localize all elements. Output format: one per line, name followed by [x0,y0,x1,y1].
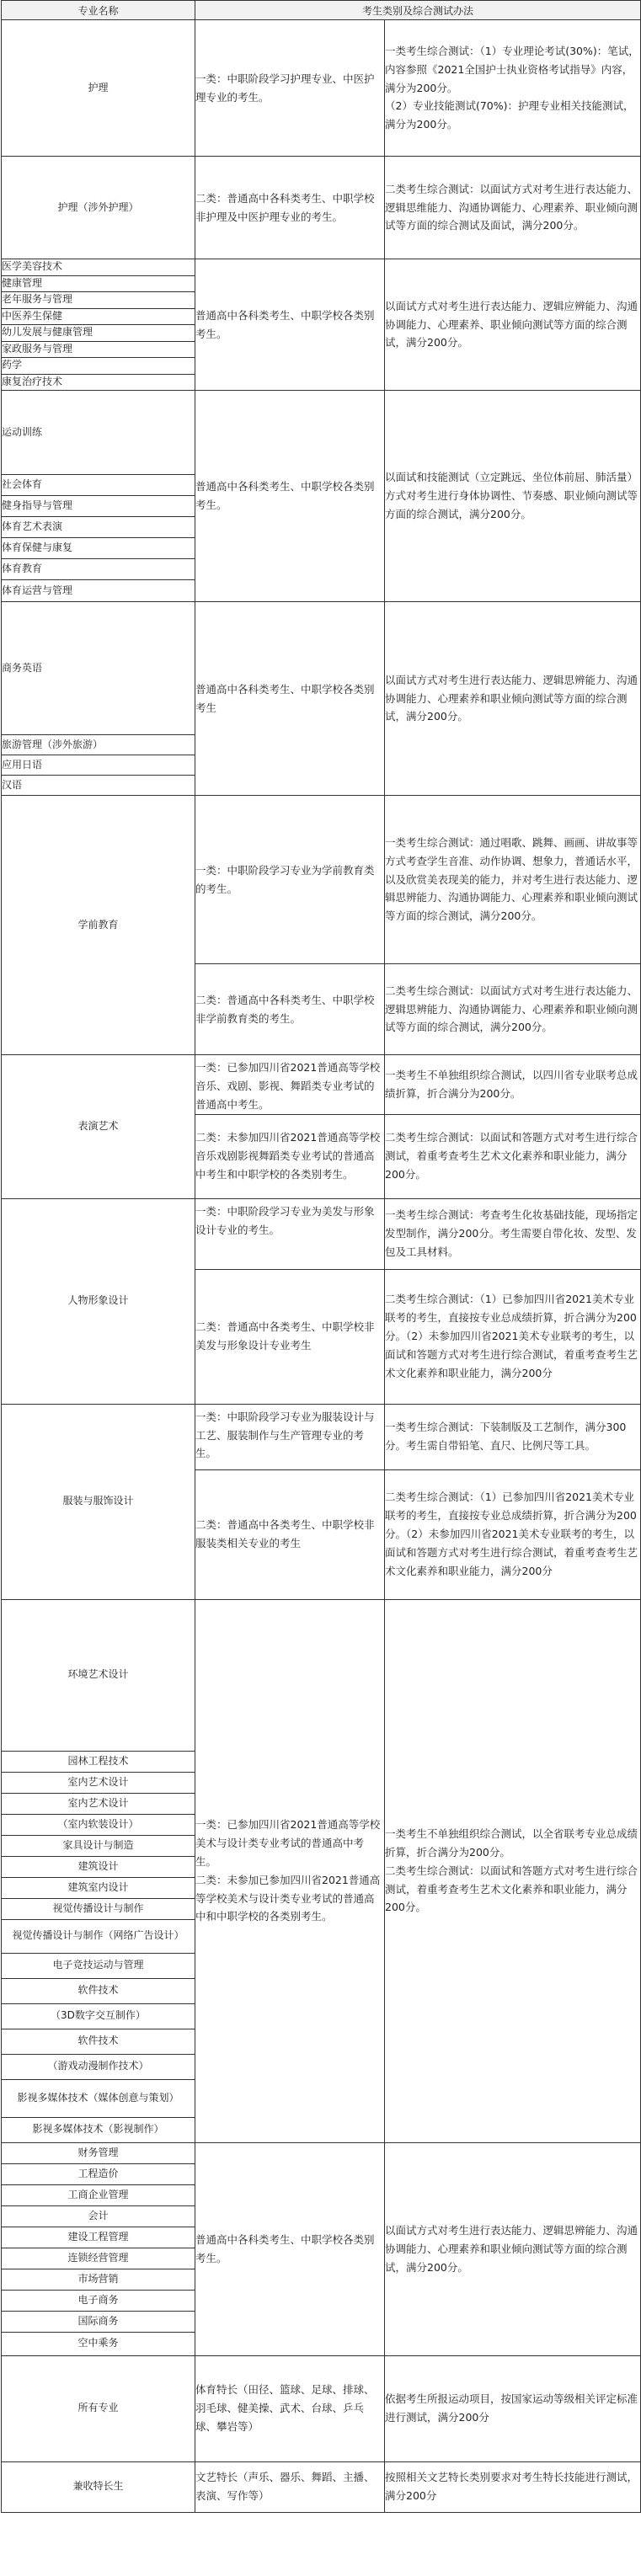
major-item: 幼儿发展与健康管理 [2,325,195,342]
category-art [195,1599,385,2142]
major-item: 旅游管理（涉外旅游） [2,735,195,755]
test-nursing-2: 二类考生综合测试：以面试方式对考生进行表达能力、逻辑思维能力、沟通协调能力、心理素养、职业倾向测试等方面的综合测试及面试，满分200分。 [385,157,641,259]
category-image-2: 二类：普通高中各类考生、中职学校非美发与形象设计专业考生 [195,1269,385,1404]
test-fashion-1: 一类考生综合测试：下装制版及工艺制作，满分300分。考生需自带铅笔、直尺、比例尺等工具。 [385,1404,641,1469]
category-image-1: 一类：中职阶段学习专业为美发与形象设计专业的考生。 [195,1198,385,1269]
major-talent: 兼收特长生 [2,2461,195,2512]
major-item: 康复治疗技术 [2,374,195,391]
test-business: 以面试方式对考生进行表达能力、逻辑思辨能力、沟通协调能力、心理素养和职业倾向测试等方面的综合测试，满分200分。 [385,2142,641,2355]
major-item: （室内软装设计） [2,1814,195,1835]
major-item: 中医养生保健 [2,308,195,325]
test-image-2: 二类考生综合测试：（1）已参加四川省2021美术专业联考的考生，直接按专业总成绩折算，折合满分为200分。（2）未参加四川省2021美术专业联考的考生，以面试和答题方式对考生进行综合测试，着重考查考生艺术文化素养和职业能力，满分200分 [385,1269,641,1404]
major-item: 医学美容技术 [2,259,195,276]
major-item: 连锁经营管理 [2,2248,195,2269]
major-item: 影视多媒体技术（影视制作） [2,2117,195,2142]
major-item: 汉语 [2,776,195,796]
major-item: （3D数字交互制作） [2,2003,195,2029]
major-item: 体育教育 [2,559,195,580]
category-preschool-1: 一类：中职阶段学习专业为学前教育类的考生。 [195,796,385,964]
category-nursing-2: 二类：普通高中各科类考生、中职学校非护理及中医护理专业的考生。 [195,157,385,259]
test-preschool-2: 二类考生综合测试：以面试方式对考生进行表达能力、逻辑思辨能力、沟通协调能力、心理素养和职业倾向测试等方面的综合测试，满分200分。 [385,964,641,1055]
test-talent: 按照相关文艺特长类别要求对考生特长技能进行测试，满分200分 [385,2461,641,2512]
category-performing-1: 一类：已参加四川省2021普通高等学校音乐、戏剧、影视、舞蹈类专业考试的普通高中考生。 [195,1055,385,1115]
category-all: 体育特长（田径、篮球、足球、排球、羽毛球、健美操、武术、台球、乒乓球、攀岩等） [195,2355,385,2461]
major-item: 空中乘务 [2,2332,195,2355]
category-fashion-2: 二类：普通高中各类考生、中职学校非服装类相关专业的考生 [195,1469,385,1599]
test-sports: 以面试和技能测试（立定跳远、坐位体前屈、肺活量）方式对考生进行身体协调性、节奏感、职业倾向测试等方面的综合测试，满分200分。 [385,391,641,602]
test-image-1: 一类考生综合测试：考查考生化妆基础技能，现场指定发型制作，满分200分。考生需要自带化妆、发型、发包及工具材料。 [385,1198,641,1269]
test-nursing-1b: （2）专业技能测试(70%)：护理专业相关技能测试，满分为200分。 [385,99,634,131]
major-item: 市场营销 [2,2269,195,2290]
major-item: 视觉传播设计与制作 [2,1898,195,1919]
category-art-1: 一类：已参加四川省2021普通高等学校美术与设计类专业考试的普通高中考生。 [195,1818,381,1868]
test-performing-1: 一类考生不单独组织综合测试，以四川省专业联考总成绩折算，折合满分为200分。 [385,1055,641,1115]
major-nursing-foreign: 护理（涉外护理） [2,157,195,259]
category-business: 普通高中各科类考生、中职学校各类别考生。 [195,2142,385,2355]
admission-table [1,0,641,2513]
test-medical: 以面试方式对考生进行表达能力、逻辑应辨能力、沟通协调能力、心理素养、职业倾向测试等方面的综合测试，满分200分。 [385,259,641,391]
major-item: 视觉传播设计与制作（网络广告设计） [2,1919,195,1953]
major-nursing: 护理 [2,20,195,157]
category-fashion-1: 一类：中职阶段学习专业为服装设计与工艺、服装制作与生产管理专业的考生。 [195,1404,385,1469]
header-major: 专业名称 [2,1,195,20]
major-item: 室内艺术设计 [2,1772,195,1793]
major-item: 应用日语 [2,755,195,776]
header-category: 考生类别及综合测试办法 [195,1,641,20]
test-art-1: 一类考生不单独组织综合测试，以全省联考专业总成绩折算，折合满分为200分。 [385,1827,638,1859]
major-item: 家具设计与制造 [2,1835,195,1856]
major-item: 老年服务与管理 [2,292,195,309]
major-item: 建筑设计 [2,1856,195,1877]
major-item: 室内艺术设计 [2,1793,195,1814]
major-item: 建设工程管理 [2,2227,195,2248]
test-nursing-1a: 一类考生综合测试：（1）专业理论考试(30%)：笔试，内容参照《2021全国护士执业资格考试指导》内容，满分为200分。 [385,44,639,94]
major-item: 工商企业管理 [2,2184,195,2205]
major-item: 商务英语 [2,602,195,735]
major-item: 健身指导与管理 [2,496,195,517]
category-sports: 普通高中各科类考生、中职学校各类别考生。 [195,391,385,602]
major-item: 软件技术 [2,2029,195,2054]
major-item: 工程造价 [2,2163,195,2184]
major-item: 家政服务与管理 [2,341,195,358]
major-item: （游戏动漫制作技术） [2,2054,195,2079]
category-talent: 文艺特长（声乐、器乐、舞蹈、主播、表演、写作等） [195,2461,385,2512]
category-preschool-2: 二类：普通高中各科类考生、中职学校非学前教育类的考生。 [195,964,385,1055]
major-item: 会计 [2,2205,195,2227]
major-item: 电子竞技运动与管理 [2,1953,195,1978]
test-art [385,1599,641,2142]
category-english: 普通高中各科类考生、中职学校各类别考生 [195,602,385,796]
test-preschool-1: 一类考生综合测试：通过唱歌、跳舞、画画、讲故事等方式考查学生音准、动作协调、想象力，普通话水平，以及欣赏美表现美的能力，并对考生进行表达能力、逻辑思辨能力、沟通协调能力、心理素养和职业倾向测试等方面的综合测试，满分200分。 [385,796,641,964]
major-item: 财务管理 [2,2142,195,2163]
major-item: 运动训练 [2,391,195,475]
major-item: 社会体育 [2,475,195,496]
major-all: 所有专业 [2,2355,195,2461]
major-item: 体育艺术表演 [2,517,195,538]
test-art-2: 二类考生综合测试：以面试和答题方式对考生进行综合测试，着重考查考生艺术文化素养和职业能力，满分200分。 [385,1864,638,1914]
major-item: 环境艺术设计 [2,1599,195,1751]
major-performing: 表演艺术 [2,1055,195,1199]
major-item: 影视多媒体技术（媒体创意与策划） [2,2079,195,2117]
major-image-design: 人物形象设计 [2,1198,195,1404]
category-medical: 普通高中各科类考生、中职学校各类别考生。 [195,259,385,391]
major-item: 电子商务 [2,2290,195,2311]
major-item: 体育保健与康复 [2,538,195,559]
category-performing-2: 二类：未参加四川省2021普通高等学校音乐戏剧影视舞蹈类专业考试的普通高中考生和中职学校的各类别考生。 [195,1114,385,1198]
major-fashion: 服装与服饰设计 [2,1404,195,1599]
category-nursing-1: 一类：中职阶段学习护理专业、中医护理专业的考生。 [195,20,385,157]
major-preschool: 学前教育 [2,796,195,1055]
major-item: 健康管理 [2,275,195,292]
major-item: 体育运营与管理 [2,580,195,602]
major-item: 园林工程技术 [2,1751,195,1772]
major-item: 药学 [2,358,195,375]
test-performing-2: 二类考生综合测试：以面试和答题方式对考生进行综合测试，着重考查考生艺术文化素养和职业能力，满分200分。 [385,1114,641,1198]
test-english: 以面试方式对考生进行表达能力、逻辑思辨能力、沟通协调能力、心理素养和职业倾向测试等方面的综合测试，满分200分。 [385,602,641,796]
test-fashion-2: 二类考生综合测试：（1）已参加四川省2021美术专业联考的考生，直接按专业总成绩折算，折合满分为200分。（2）未参加四川省2021美术专业联考的考生，以面试和答题方式对考生进行综合测试，着重考查考生艺术文化素养和职业能力，满分200分 [385,1469,641,1599]
category-art-2: 二类：未参加已参加四川省2021普通高等学校美术与设计类专业考试的普通高中和中职学校的各类别考生。 [195,1873,381,1923]
major-item: 软件技术 [2,1978,195,2003]
test-nursing-1 [385,20,641,157]
major-item: 建筑室内设计 [2,1877,195,1898]
major-item: 国际商务 [2,2311,195,2332]
test-all: 依据考生所报运动项目，按国家运动等级相关评定标准进行测试，满分200分 [385,2355,641,2461]
